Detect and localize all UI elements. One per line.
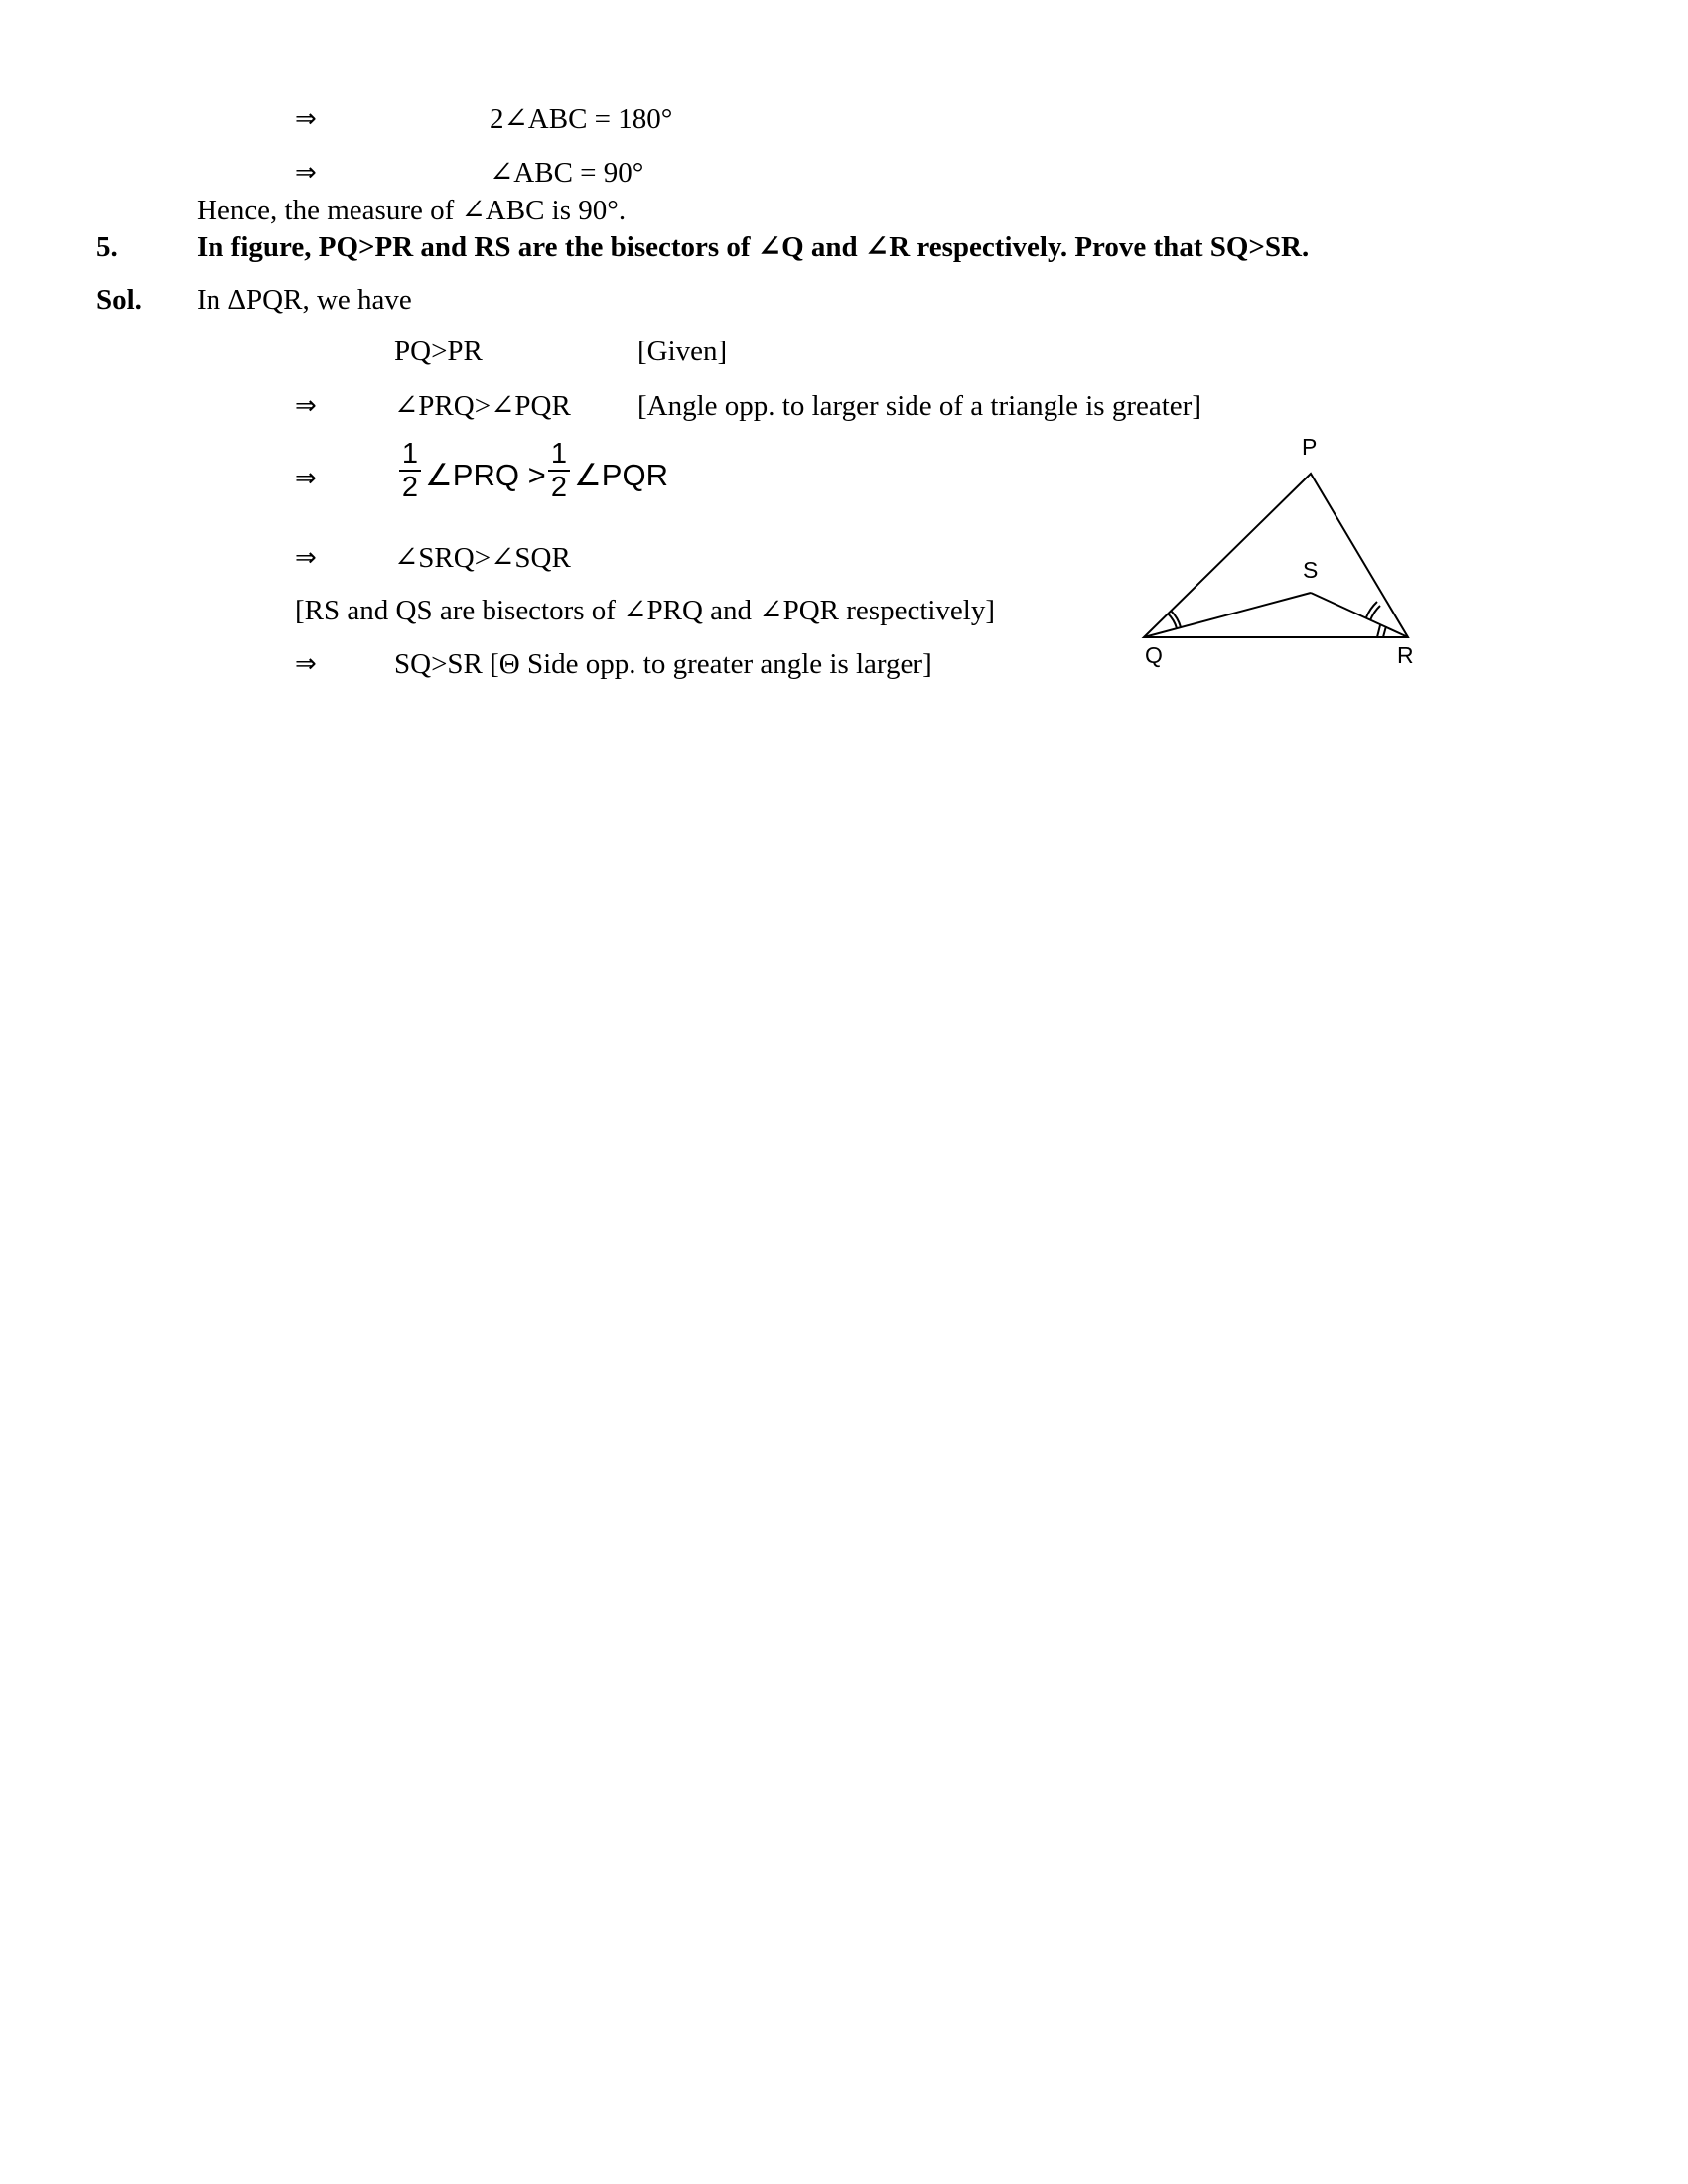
- label-r: R: [1397, 642, 1414, 668]
- angle-tick-r: [1383, 626, 1386, 637]
- implies-arrow: ⇒: [295, 104, 317, 134]
- implies-arrow: ⇒: [295, 158, 317, 188]
- segment-rs: [1311, 593, 1408, 637]
- final-conclusion: SQ>SR [Θ Side opp. to greater angle is larger]: [394, 648, 932, 680]
- fraction-denominator: 2: [550, 472, 568, 503]
- solution-intro: In ΔPQR, we have: [197, 284, 412, 316]
- step-statement: ∠PRQ>∠PQR: [394, 390, 571, 422]
- question-number: 5.: [96, 231, 118, 263]
- angle-tick-r: [1377, 625, 1380, 637]
- fraction-expression-left: ∠PRQ >: [425, 458, 546, 492]
- step-reason: [Angle opp. to larger side of a triangle is greater]: [637, 390, 1201, 422]
- step-statement: PQ>PR: [394, 336, 483, 367]
- solution-label: Sol.: [96, 284, 142, 316]
- fraction-numerator: 1: [550, 438, 568, 470]
- step-statement: ∠SRQ>∠SQR: [394, 542, 571, 574]
- conclusion-line: Hence, the measure of ∠ABC is 90°.: [197, 195, 627, 226]
- half-fraction: [546, 439, 572, 502]
- equation-line: 2∠ABC = 180°: [490, 103, 673, 135]
- fraction-denominator: 2: [401, 472, 419, 503]
- bisector-note: [RS and QS are bisectors of ∠PRQ and ∠PQR respectively]: [295, 595, 996, 626]
- triangle-figure: [1132, 427, 1430, 675]
- equation-line: ∠ABC = 90°: [490, 157, 644, 189]
- implies-arrow: ⇒: [295, 464, 317, 493]
- label-s: S: [1303, 557, 1319, 583]
- question-text: In figure, PQ>PR and RS are the bisectors of ∠Q and ∠R respectively. Prove that SQ>SR.: [197, 231, 1310, 263]
- fraction-numerator: 1: [401, 438, 419, 470]
- half-fraction: [397, 439, 423, 502]
- implies-arrow: ⇒: [295, 543, 317, 573]
- label-q: Q: [1145, 642, 1163, 668]
- implies-arrow: ⇒: [295, 649, 317, 679]
- implies-arrow: ⇒: [295, 391, 317, 421]
- label-p: P: [1302, 434, 1318, 460]
- step-reason: [Given]: [637, 336, 728, 367]
- fraction-expression-right: ∠PQR: [574, 458, 668, 492]
